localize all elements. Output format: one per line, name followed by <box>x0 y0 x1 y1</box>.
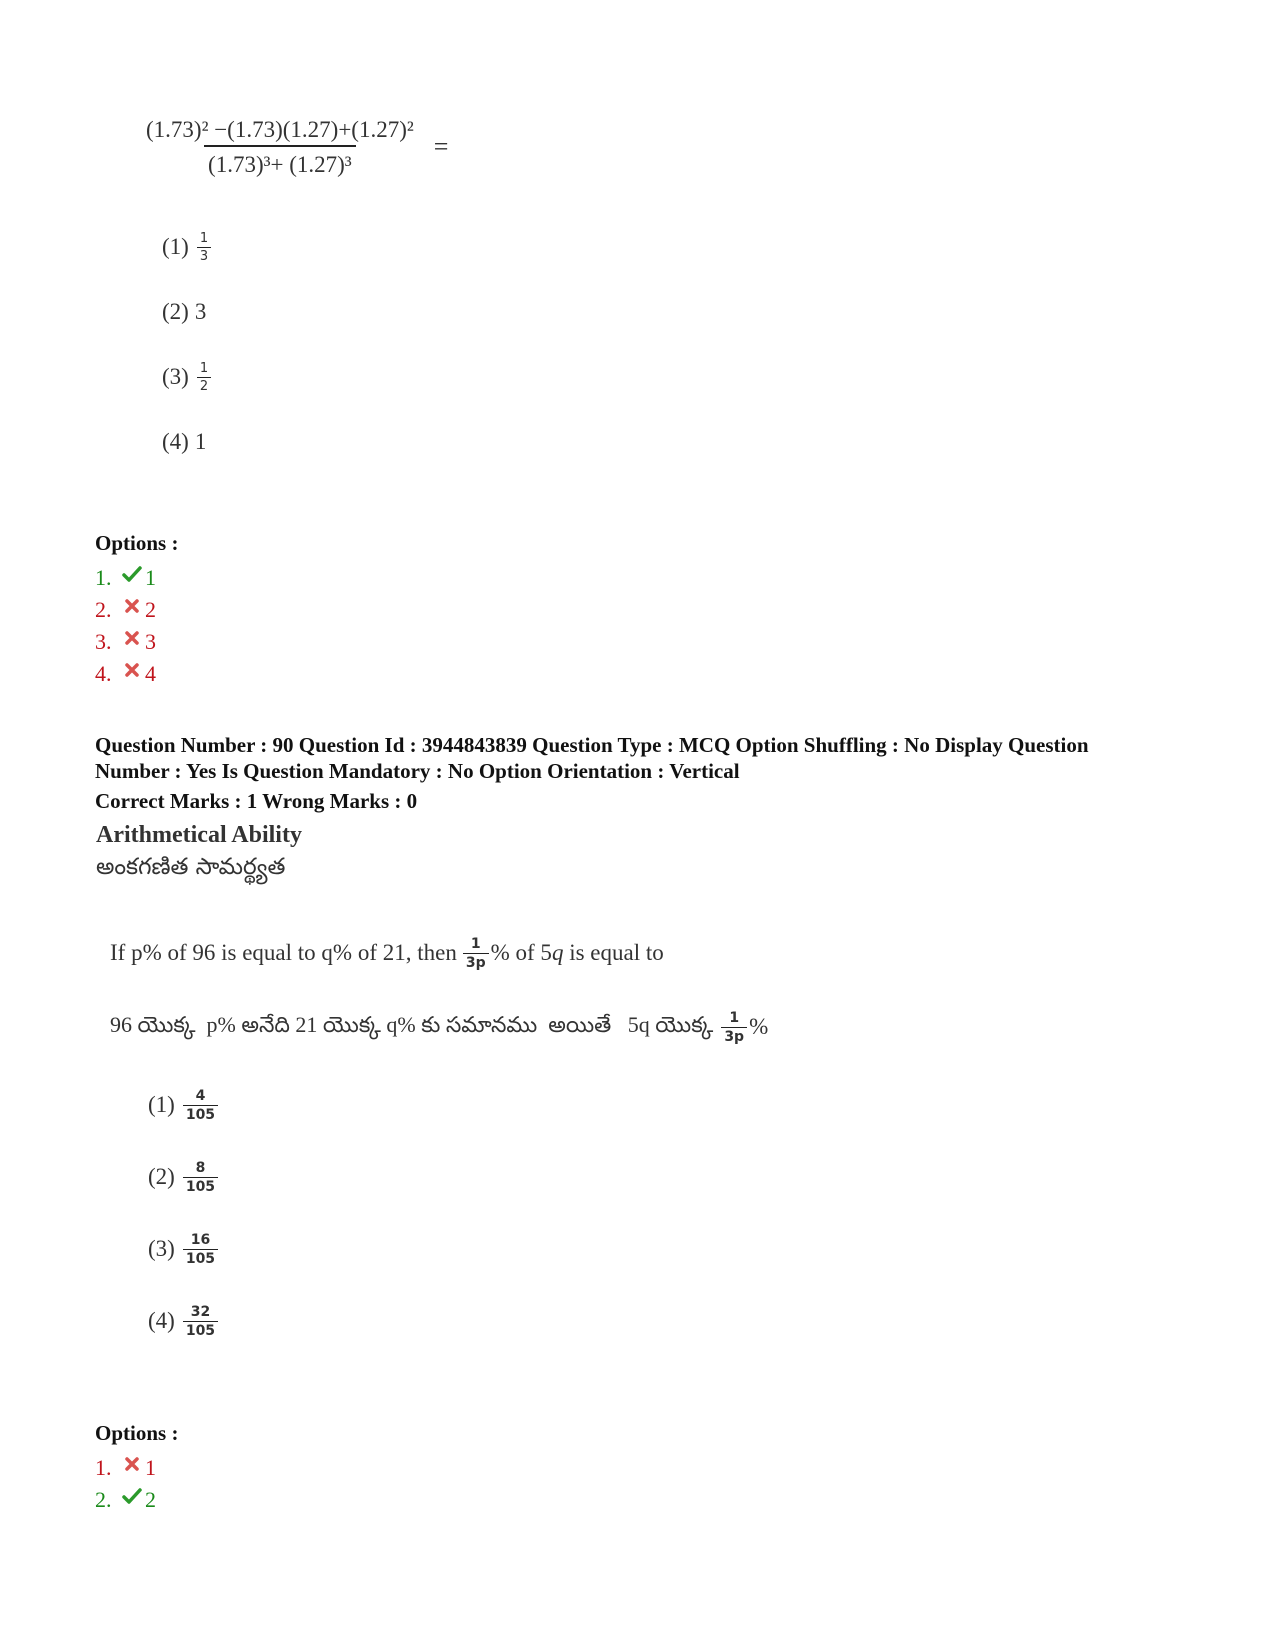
fraction-numerator: 1 <box>199 230 209 246</box>
q89-choices <box>162 222 213 467</box>
q90-option-2 <box>95 1484 156 1516</box>
q89-choice-value: 3 <box>194 299 207 324</box>
q90-option-1 <box>95 1452 156 1484</box>
q90-subject-english: Arithmetical Ability <box>96 822 302 848</box>
option-index: 1. <box>95 1455 112 1480</box>
q89-expression <box>140 118 448 176</box>
question-fraction <box>463 937 489 970</box>
option-index: 4. <box>95 661 112 686</box>
q90-choice-label: (1) <box>148 1092 175 1117</box>
cross-icon <box>119 631 145 645</box>
fraction-denominator: 3p <box>463 953 489 970</box>
q89-choice-3 <box>162 352 213 402</box>
q89-choice-2 <box>162 287 213 337</box>
q90-question-telugu <box>110 1002 768 1052</box>
q90-choice-4 <box>148 1296 220 1346</box>
q89-choice-1 <box>162 222 213 272</box>
fraction-numerator: 1 <box>199 360 209 376</box>
fraction-numerator: 1 <box>470 935 481 952</box>
q89-option-4 <box>95 658 156 690</box>
question-fraction <box>721 1011 747 1044</box>
option-value: 2 <box>145 1487 156 1512</box>
q90-meta-line-1: Question Number : 90 Question Id : 3944843839 Question Type : MCQ Option Shuffling : No Display Question <box>95 733 1089 757</box>
q89-choice-label: (1) <box>162 234 189 259</box>
question-text: If p% of 96 is equal to q% of 21, then <box>110 940 457 965</box>
q90-choice-label: (2) <box>148 1164 175 1189</box>
q90-subject-telugu: అంకగణిత సామర్థ్యత <box>96 854 286 880</box>
q90-choice-label: (4) <box>148 1308 175 1333</box>
q89-choice-fraction <box>197 232 211 263</box>
fraction-denominator: 105 <box>183 1321 218 1338</box>
q90-choice-fraction <box>183 1233 218 1266</box>
option-index: 1. <box>95 565 112 590</box>
question-text: 96 యొక్క p% అనేది 21 యొక్క q% కు సమానము అయితే 5q యొక్క <box>110 1011 714 1037</box>
option-index: 3. <box>95 629 112 654</box>
q90-choice-2 <box>148 1152 220 1202</box>
fraction-denominator: 105 <box>183 1177 218 1194</box>
q90-options-list <box>95 1452 156 1516</box>
fraction-numerator: 16 <box>190 1231 211 1248</box>
option-value: 1 <box>145 1455 156 1480</box>
question-text: is equal to <box>563 940 664 965</box>
q90-header <box>95 732 1195 814</box>
option-value: 4 <box>145 661 156 686</box>
check-icon <box>119 1488 145 1504</box>
cross-icon <box>119 1457 145 1471</box>
q90-choice-fraction <box>183 1089 218 1122</box>
option-value: 1 <box>145 565 156 590</box>
q89-choice-4 <box>162 417 213 467</box>
q90-choice-fraction <box>183 1161 218 1194</box>
cross-icon <box>119 663 145 677</box>
question-variable: q <box>551 940 564 965</box>
fraction-numerator: 1 <box>729 1009 740 1026</box>
q89-expression-numerator: (1.73)² −(1.73)(1.27)+(1.27)² <box>146 117 414 142</box>
q89-option-1 <box>95 562 156 594</box>
q90-meta-line-2: Number : Yes Is Question Mandatory : No Option Orientation : Vertical <box>95 759 740 783</box>
question-text: % of 5 <box>490 940 552 965</box>
q89-choice-label: (4) <box>162 429 189 454</box>
option-value: 3 <box>145 629 156 654</box>
fraction-numerator: 8 <box>195 1159 206 1176</box>
fraction-denominator: 105 <box>183 1105 218 1122</box>
fraction-numerator: 32 <box>190 1303 211 1320</box>
q89-options-list <box>95 562 156 690</box>
q89-expression-fraction <box>142 118 418 176</box>
q89-expression-denominator: (1.73)³+ (1.27)³ <box>204 145 356 176</box>
q90-options-heading: Options : <box>95 1421 179 1445</box>
fraction-denominator: 3 <box>197 247 211 263</box>
fraction-numerator: 4 <box>195 1087 206 1104</box>
q89-choice-fraction <box>197 362 211 393</box>
fraction-denominator: 105 <box>183 1249 218 1266</box>
q90-question-english <box>110 928 664 978</box>
cross-icon <box>119 599 145 613</box>
q89-option-3 <box>95 626 156 658</box>
q90-marks-line: Correct Marks : 1 Wrong Marks : 0 <box>95 789 418 813</box>
option-value: 2 <box>145 597 156 622</box>
q89-choice-value: 1 <box>194 429 207 454</box>
q89-choice-label: (2) <box>162 299 189 324</box>
option-index: 2. <box>95 597 112 622</box>
q89-choice-label: (3) <box>162 364 189 389</box>
option-index: 2. <box>95 1487 112 1512</box>
check-icon <box>119 566 145 582</box>
fraction-denominator: 2 <box>197 377 211 393</box>
q89-options-heading: Options : <box>95 531 179 555</box>
q90-choice-fraction <box>183 1305 218 1338</box>
question-text: % <box>749 1014 769 1039</box>
q90-choices <box>148 1080 220 1346</box>
q90-choice-label: (3) <box>148 1236 175 1261</box>
q89-option-2 <box>95 594 156 626</box>
q89-expression-equals: = <box>433 132 449 161</box>
fraction-denominator: 3p <box>721 1027 747 1044</box>
q90-choice-3 <box>148 1224 220 1274</box>
q90-choice-1 <box>148 1080 220 1130</box>
